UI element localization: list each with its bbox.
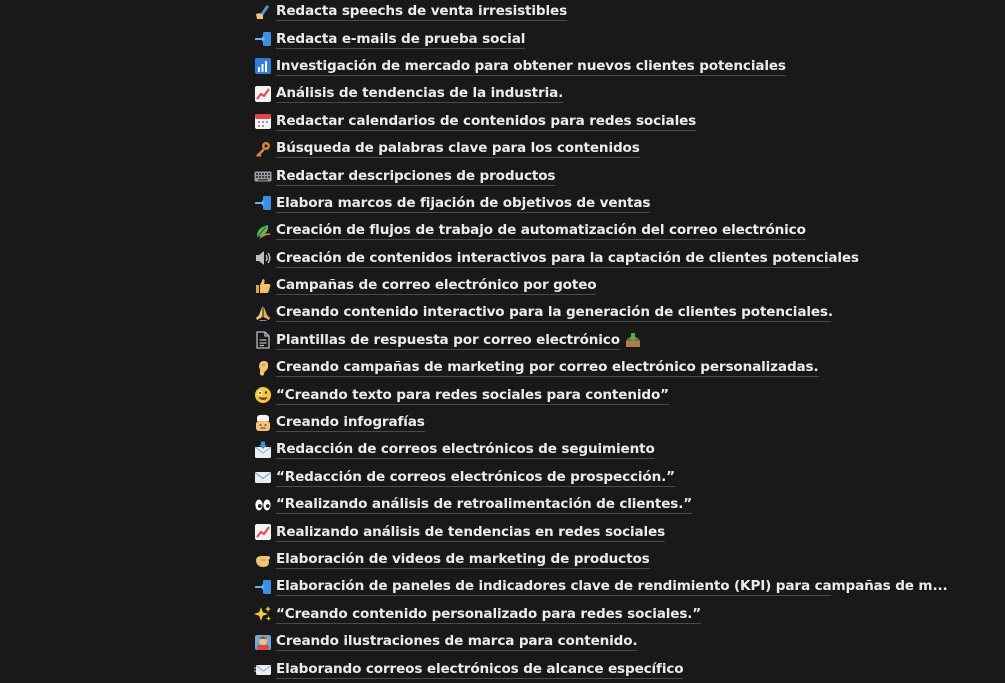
list-item-label: Creando ilustraciones de marca para contenido. (276, 633, 638, 650)
list-item-label: Elabora marcos de fijación de objetivos de ventas (276, 194, 651, 211)
key-icon (254, 140, 272, 158)
list-item[interactable] (254, 436, 994, 463)
envelope-icon (254, 468, 272, 486)
list-item[interactable] (254, 80, 994, 107)
list-item-label: Investigación de mercado para obtener nuevos clientes potenciales (276, 57, 786, 74)
thumbs-up-icon (254, 277, 272, 295)
list-item[interactable] (254, 108, 994, 135)
list-item[interactable] (254, 518, 994, 545)
list-item[interactable] (254, 573, 994, 600)
list-item-label: Creación de contenidos interactivos para la captación de clientes potenciales (276, 249, 859, 266)
list-item[interactable] (254, 272, 994, 299)
list-item[interactable] (254, 464, 994, 491)
list-item[interactable] (254, 25, 994, 52)
list-item-label: “Redacción de correos electrónicos de prospección.” (276, 468, 675, 485)
ear-icon (254, 359, 272, 377)
list-item-label: Creando infografías (276, 414, 425, 431)
email-icon (254, 660, 272, 678)
list-item[interactable] (254, 546, 994, 573)
document-icon (254, 331, 272, 349)
chart-increasing-icon (254, 523, 272, 541)
list-item-label: “Creando contenido personalizado para redes sociales.” (276, 605, 702, 622)
list-item[interactable] (254, 381, 994, 408)
envelope-arrow-icon (254, 441, 272, 459)
praying-hands-icon (254, 304, 272, 322)
list-item[interactable] (254, 0, 994, 25)
list-item-label: Análisis de tendencias de la industria. (276, 85, 564, 102)
list-item[interactable] (254, 162, 994, 189)
list-item-label: Campañas de correo electrónico por goteo (276, 277, 597, 294)
calendar-icon (254, 112, 272, 130)
artist-icon (254, 633, 272, 651)
list-item-label: Redacta e-mails de prueba social (276, 30, 526, 47)
list-item[interactable] (254, 190, 994, 217)
list-item[interactable] (254, 327, 994, 354)
inbox-arrow-icon (254, 194, 272, 212)
hand-icon (254, 551, 272, 569)
list-item[interactable] (254, 299, 994, 326)
list-item-label: Creando contenido interactivo para la generación de clientes potenciales. (276, 304, 833, 321)
keyboard-icon (254, 167, 272, 185)
list-item[interactable] (254, 245, 994, 272)
list-item[interactable] (254, 409, 994, 436)
speaker-icon (254, 249, 272, 267)
inbox-arrow-icon (254, 30, 272, 48)
list-item-label: Redactar calendarios de contenidos para redes sociales (276, 112, 697, 129)
list-item[interactable] (254, 217, 994, 244)
leaves-icon (254, 222, 272, 240)
writing-hand-icon (254, 3, 272, 21)
list-item-label: Redacta speechs de venta irresistibles (276, 3, 568, 20)
list-item[interactable] (254, 601, 994, 628)
bar-chart-icon (254, 57, 272, 75)
eyes-icon (254, 496, 272, 514)
list-item-label: Creación de flujos de trabajo de automatización del correo electrónico (276, 222, 806, 239)
list-item-label: Realizando análisis de tendencias en redes sociales (276, 523, 666, 540)
list-item[interactable] (254, 135, 994, 162)
sparkles-icon (254, 605, 272, 623)
list-item-label: “Realizando análisis de retroalimentación de clientes.” (276, 496, 693, 513)
chart-increasing-icon (254, 85, 272, 103)
list-item-label: Elaborando correos electrónicos de alcance específico (276, 660, 684, 677)
list-item-label: Elaboración de videos de marketing de productos (276, 551, 650, 567)
list-item-label: Elaboración de paneles de indicadores clave de rendimiento (KPI) para campañas de m... (276, 578, 948, 595)
list-item[interactable] (254, 491, 994, 518)
list-item-label: “Creando texto para redes sociales para contenido” (276, 386, 669, 403)
zany-face-icon (254, 386, 272, 404)
page-list (254, 0, 994, 683)
cook-icon (254, 414, 272, 432)
list-item-label: Plantillas de respuesta por correo electrónico (276, 331, 620, 348)
list-item[interactable] (254, 628, 994, 655)
list-item[interactable] (254, 354, 994, 381)
list-item[interactable] (254, 655, 994, 682)
list-item-label: Búsqueda de palabras clave para los contenidos (276, 140, 640, 157)
list-item-label: Redactar descripciones de productos (276, 167, 556, 184)
list-item-label: Creando campañas de marketing por correo electrónico personalizadas. (276, 359, 819, 376)
inbox-tray-icon (625, 332, 641, 348)
list-item[interactable] (254, 53, 994, 80)
list-item-label: Redacción de correos electrónicos de seguimiento (276, 441, 655, 458)
inbox-arrow-icon (254, 578, 272, 596)
